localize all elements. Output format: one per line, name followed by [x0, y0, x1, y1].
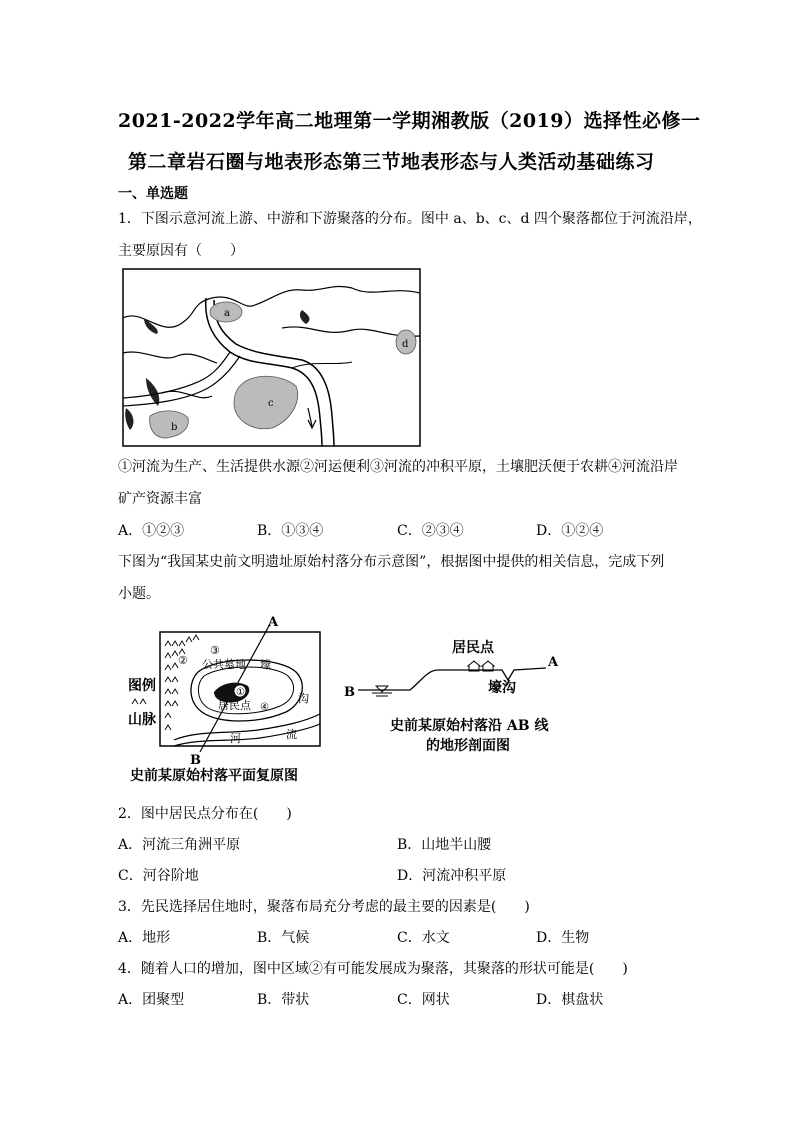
q3-option-a[interactable]: A．地形 — [118, 930, 171, 946]
plan-river-label-2: 流 — [286, 728, 297, 741]
q1-option-c[interactable]: C．②③④ — [397, 523, 464, 539]
profile-caption-2: 的地形剖面图 — [426, 738, 510, 754]
q1-option-b[interactable]: B．①③④ — [257, 523, 324, 539]
q2-option-a[interactable]: A．河流三角洲平原 — [118, 837, 241, 853]
legend-mountain-label: 山脉 — [128, 712, 156, 728]
plan-cemetery-label: 公共墓地 — [202, 658, 246, 671]
legend-title: 图例 — [128, 678, 156, 694]
doc-title-line1: 2021-2022学年高二地理第一学期湘教版（2019）选择性必修一 — [118, 110, 701, 132]
q1-stem-line1: 1．下图示意河流上游、中游和下游聚落的分布。图中 a、b、c、d 四个聚落都位于河流沿岸， — [118, 211, 702, 227]
q2-option-d[interactable]: D．河流冲积平原 — [397, 868, 507, 884]
q3-option-d[interactable]: D．生物 — [536, 930, 590, 946]
plan-circ3: ③ — [210, 644, 220, 657]
q1-option-d[interactable]: D．①②④ — [536, 523, 604, 539]
plan-residence-label: 居民点 — [218, 699, 251, 712]
settlement-a-label: a — [224, 308, 230, 319]
q4-option-d[interactable]: D．棋盘状 — [536, 992, 604, 1008]
legend-mountain-icon — [132, 699, 146, 704]
settlement-d-label: d — [402, 339, 409, 350]
plan-moat-label-1: 壕 — [260, 658, 271, 671]
q1-reasons-line2: 矿产资源丰富 — [118, 491, 202, 507]
village-profile-section — [338, 630, 568, 760]
q4-stem: 4．随着人口的增加，图中区域②有可能发展成为聚落，其聚落的形状可能是( ) — [118, 961, 628, 977]
profile-label-b: B — [344, 685, 355, 700]
plan-caption: 史前某原始村落平面复原图 — [130, 768, 298, 784]
settlement-b-label: b — [171, 422, 178, 433]
profile-moat-label: 壕沟 — [488, 680, 516, 696]
intro-line2: 小题。 — [118, 586, 160, 602]
plan-label-a: A — [268, 615, 279, 630]
q3-stem: 3．先民选择居住地时，聚落布局充分考虑的最主要的因素是( ) — [118, 899, 530, 915]
q2-stem: 2．图中居民点分布在( ) — [118, 806, 292, 822]
q4-option-b[interactable]: B．带状 — [257, 992, 310, 1008]
q2-option-b[interactable]: B．山地半山腰 — [397, 837, 492, 853]
q3-option-c[interactable]: C．水文 — [397, 930, 450, 946]
q4-option-c[interactable]: C．网状 — [397, 992, 450, 1008]
plan-river-label-1: 河 — [230, 732, 241, 745]
village-plan-map — [118, 612, 348, 792]
section-heading: 一、单选题 — [118, 186, 188, 202]
q1-option-a[interactable]: A．①②③ — [118, 523, 185, 539]
river-settlement-map — [122, 268, 422, 448]
q1-stem-line2: 主要原因有（ ） — [118, 243, 244, 259]
profile-label-a: A — [548, 655, 559, 670]
plan-circ1: ① — [236, 687, 245, 698]
q3-option-b[interactable]: B．气候 — [257, 930, 310, 946]
intro-line1: 下图为“我国某史前文明遗址原始村落分布示意图”，根据图中提供的相关信息，完成下列 — [118, 554, 665, 570]
settlement-c-label: c — [268, 398, 274, 409]
profile-caption-1: 史前某原始村落沿 AB 线 — [390, 718, 549, 734]
plan-label-b: B — [190, 753, 201, 768]
q2-option-c[interactable]: C．河谷阶地 — [118, 868, 199, 884]
water-icon — [372, 686, 392, 696]
plan-circ2: ② — [178, 654, 188, 667]
doc-title-line2: 第二章岩石圈与地表形态第三节地表形态与人类活动基础练习 — [128, 151, 655, 173]
profile-residence-label: 居民点 — [452, 640, 494, 656]
plan-moat-label-2: 沟 — [298, 692, 309, 705]
plan-circ4: ④ — [260, 702, 269, 713]
q4-option-a[interactable]: A．团聚型 — [118, 992, 185, 1008]
q1-reasons-line1: ①河流为生产、生活提供水源②河运便利③河流的冲积平原，土壤肥沃便于农耕④河流沿岸 — [118, 459, 678, 475]
